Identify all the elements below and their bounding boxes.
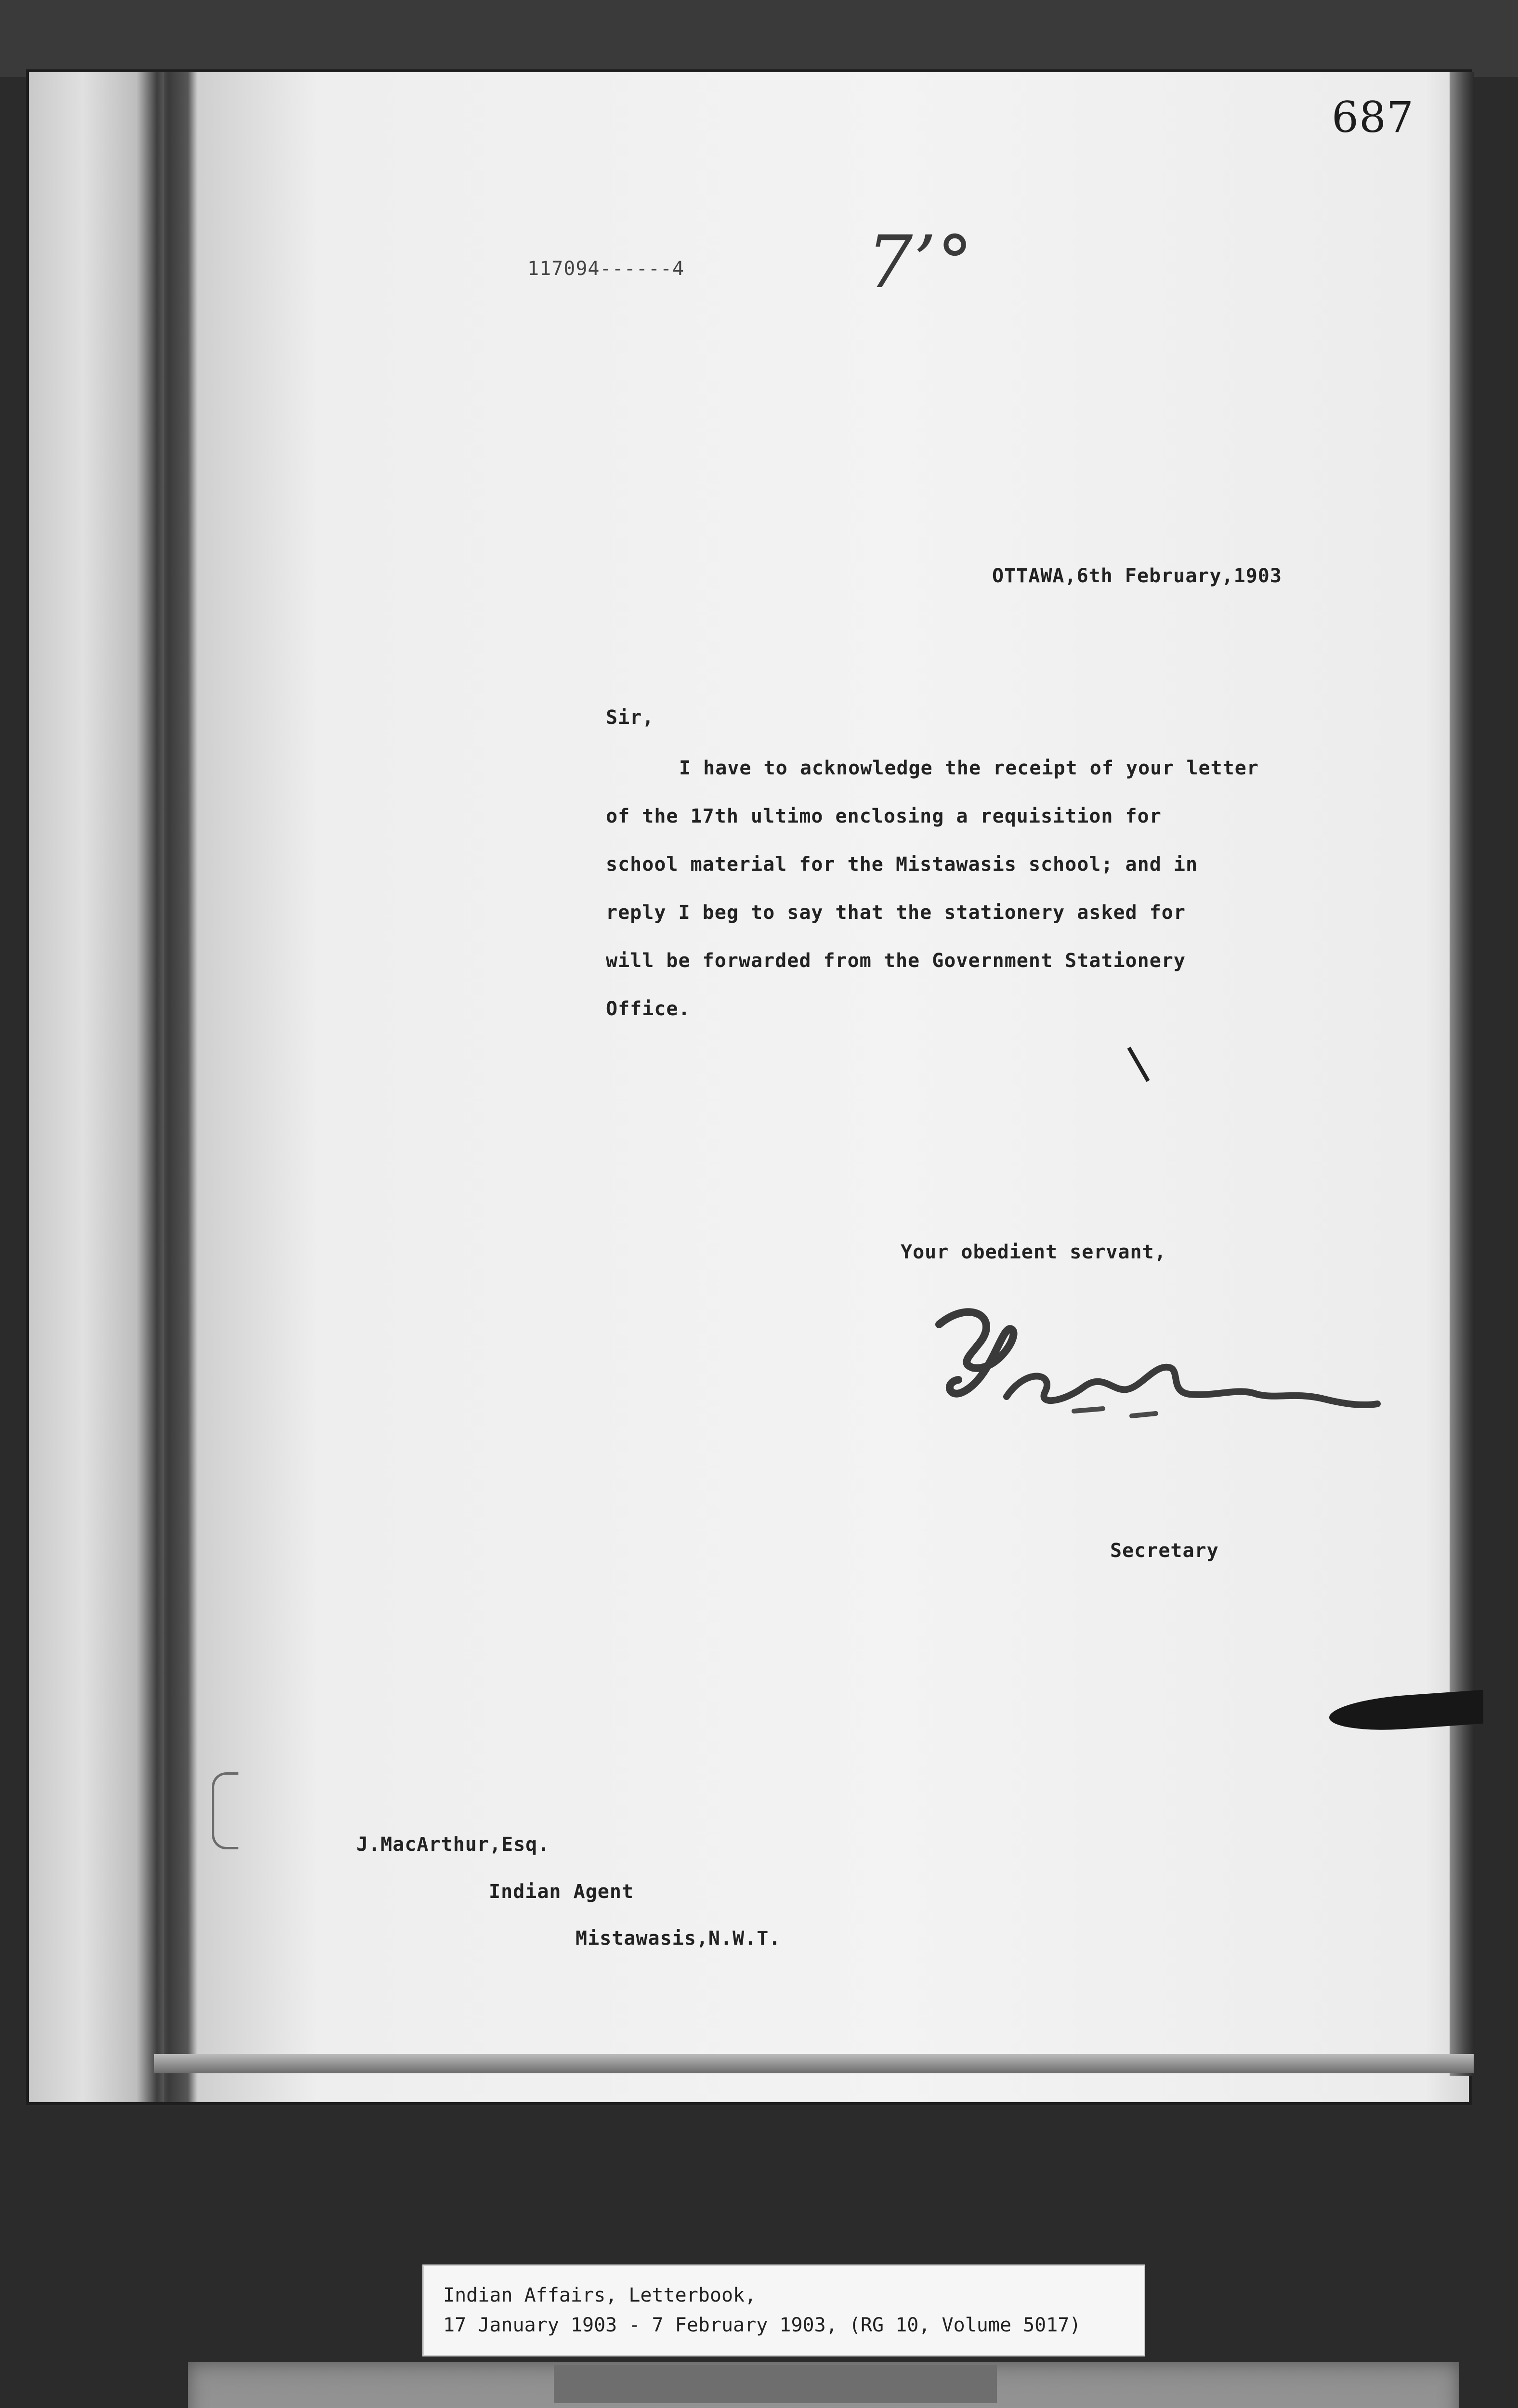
page-binding-strip bbox=[29, 72, 164, 2102]
page-bottom-edge bbox=[154, 2054, 1474, 2073]
stamp-smudge bbox=[554, 2365, 997, 2403]
signoff: Your obedient servant, bbox=[901, 1241, 1166, 1263]
backdrop bbox=[0, 0, 1518, 77]
address-name: J.MacArthur,Esq. bbox=[356, 1833, 550, 1856]
handwritten-number: 7’° bbox=[867, 221, 974, 304]
letter-page bbox=[29, 72, 1469, 2102]
body-line: of the 17th ultimo enclosing a requisition for bbox=[606, 805, 1162, 827]
body-line: Office. bbox=[606, 998, 691, 1020]
dateline: OTTAWA,6th February,1903 bbox=[992, 565, 1282, 587]
body-line: I have to acknowledge the receipt of your letter bbox=[679, 757, 1259, 779]
address-place: Mistawasis,N.W.T. bbox=[576, 1927, 781, 1950]
catalog-line: 17 January 1903 - 7 February 1903, (RG 10, Volume 5017) bbox=[443, 2314, 1081, 2336]
page-number: 687 bbox=[1332, 92, 1414, 142]
body-line: school material for the Mistawasis school; and in bbox=[606, 853, 1198, 876]
signer-title: Secretary bbox=[1110, 1540, 1219, 1562]
catalog-line: Indian Affairs, Letterbook, bbox=[443, 2284, 757, 2306]
salutation: Sir, bbox=[606, 707, 654, 729]
signature bbox=[929, 1296, 1392, 1454]
address-title: Indian Agent bbox=[489, 1881, 634, 1903]
body-line: reply I beg to say that the stationery asked for bbox=[606, 902, 1186, 924]
body-line: will be forwarded from the Government Stationery bbox=[606, 950, 1186, 972]
file-number: 117094------4 bbox=[527, 258, 685, 280]
pencil-bracket bbox=[212, 1772, 238, 1849]
catalog-label bbox=[424, 2266, 1144, 2355]
page-edge-shadow bbox=[1450, 72, 1474, 2076]
